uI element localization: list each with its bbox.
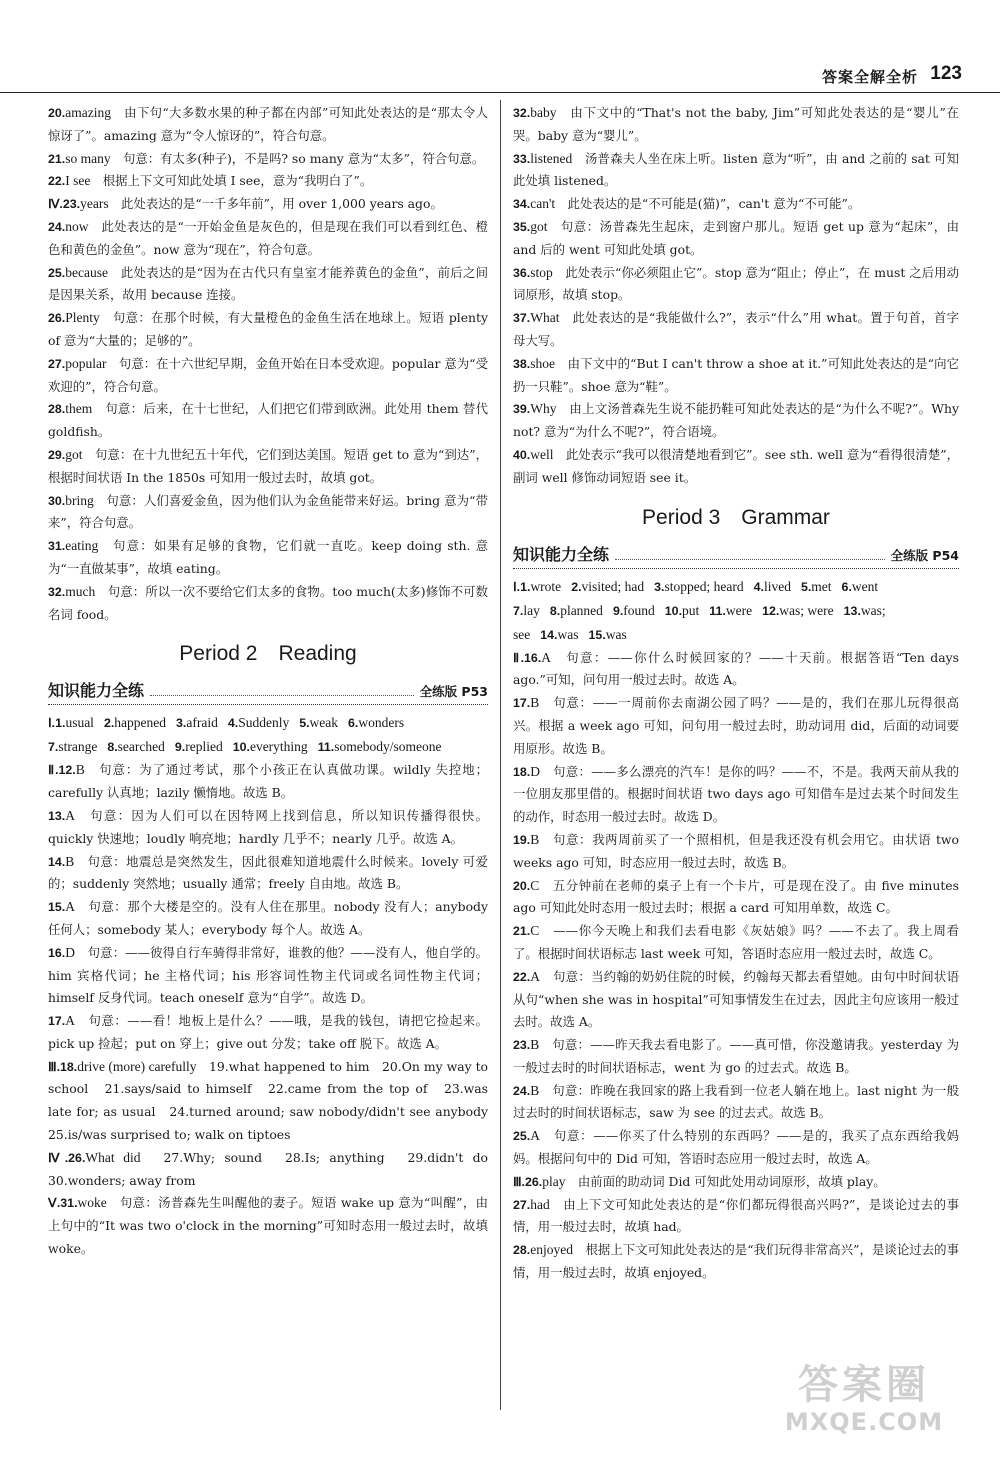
leader-dots bbox=[615, 559, 885, 560]
entry-number: 32. bbox=[48, 584, 66, 599]
item-number: 4. bbox=[753, 579, 764, 594]
entry-explanation: 句意：人们喜爱金鱼，因为他们认为金鱼能带来好运。bring 意为“带来”，符合句意。 bbox=[48, 492, 488, 531]
item-number: 3. bbox=[176, 716, 187, 731]
entry-number: 32. bbox=[513, 106, 531, 120]
entry-answer: because bbox=[65, 264, 108, 280]
entry-explanation: 此处表达的是“不可能是(猫)”，can't 意为“不可能”。 bbox=[555, 196, 861, 212]
item-number: 2. bbox=[571, 579, 582, 594]
item-answer: searched bbox=[117, 739, 165, 755]
entry-number: 13. bbox=[48, 808, 66, 823]
item-answer: happened bbox=[114, 715, 167, 731]
entry-explanation: 19.what happened to him 20.On my way to school 21.says/said to himself 22.came from the top of 23.was late for; as usual 24.turned around; saw nobody/didn't see anybody 25.is/was surprised to; walk on tiptoes bbox=[48, 1058, 501, 1143]
entry-number: 21. bbox=[48, 151, 66, 166]
entry-number: 25. bbox=[48, 265, 66, 280]
answer-entry bbox=[48, 805, 488, 851]
entry-explanation: 此处表示“你必须阻止它”。stop 意为“阻止；停止”，在 must 之后用动词原形，故填 stop。 bbox=[513, 264, 959, 303]
leader-dots bbox=[150, 695, 414, 696]
entry-answer: well bbox=[530, 446, 554, 462]
answer-entry bbox=[48, 262, 488, 308]
entry-number: 24. bbox=[513, 1083, 531, 1098]
entry-answer: had bbox=[530, 1196, 550, 1212]
entry-number: 34. bbox=[513, 197, 531, 212]
item-answer: went bbox=[851, 578, 879, 594]
section-3-title: 知识能力全练 bbox=[513, 544, 610, 564]
entry-number: 27. bbox=[48, 356, 66, 371]
entry-number: 16. bbox=[48, 945, 66, 960]
item-number: 6. bbox=[841, 579, 852, 594]
entry-explanation: 由下句“大多数水果的种子都在内部”可知此处表达的是“那太令人惊讶了”。amazing 意为“令人惊讶的”，符合句意。 bbox=[48, 105, 488, 143]
answer-entry bbox=[48, 759, 488, 805]
item-number: 14. bbox=[540, 627, 558, 642]
entry-answer: B bbox=[75, 762, 85, 778]
item-answer: weak bbox=[309, 715, 339, 731]
entry-answer: so many bbox=[65, 150, 111, 166]
entry-answer: A bbox=[65, 807, 75, 823]
item-answer: lay bbox=[523, 602, 540, 618]
entry-explanation: 句意：——彼得自行车骑得非常好，谁教的他？——没有人，他自学的。him 宾格代词；he 主格代词；his 形容词性物主代词或名词性物主代词；himself 反身代词。teach oneself 意为“自学”。故选 D。 bbox=[48, 944, 488, 1006]
right-entries-b bbox=[513, 647, 959, 1285]
answer-row bbox=[513, 599, 959, 623]
entry-explanation: 句意：昨晚在我回家的路上我看到一位老人躺在地上。last night 为一般过去时的时间状语标志，saw 为 see 的过去式。故选 B。 bbox=[513, 1082, 959, 1121]
answer-entry bbox=[513, 1171, 959, 1194]
section-3-tag: 全练版 P54 bbox=[890, 547, 959, 563]
entry-number: 38. bbox=[513, 356, 531, 371]
entry-answer: can't bbox=[530, 196, 556, 212]
entry-answer: A bbox=[530, 968, 540, 984]
entry-explanation: 句意：——多么漂亮的汽车！是你的吗？——不，不是。我两天前从我的一位朋友那里借的。根据时间状语 two days ago 可知借车是过去某个时间发生的动作，时态用一般过去时。故选 D。 bbox=[513, 763, 959, 825]
entry-number: 18. bbox=[513, 764, 531, 779]
entry-explanation: 句意：在那个时候，有大量橙色的金鱼生活在地球上。短语 plenty of 意为“大量的；足够的”。 bbox=[48, 310, 488, 348]
item-number: 9. bbox=[174, 740, 186, 755]
entry-number: Ⅲ.26. bbox=[513, 1174, 543, 1189]
entry-explanation: 句意：——看！地板上是什么？——哦，是我的钱包，请把它捡起来。pick up 捡起；put on 穿上；give out 分发；take off 脱下。故选 A。 bbox=[48, 1013, 488, 1051]
entry-answer: What bbox=[530, 310, 560, 326]
entry-number: 25. bbox=[513, 1129, 531, 1144]
answer-entry bbox=[48, 170, 488, 193]
entry-answer: Plenty bbox=[65, 310, 100, 326]
entry-answer: A bbox=[541, 649, 551, 665]
item-answer: was; bbox=[860, 602, 886, 618]
entry-explanation: 此处表达的是“我能做什么?”，表示“什么”用 what。置于句首，首字母大写。 bbox=[513, 310, 959, 348]
item-answer: stopped; heard bbox=[664, 578, 744, 594]
item-answer: were bbox=[725, 602, 753, 618]
page-number: 123 bbox=[930, 63, 962, 84]
item-answer: was bbox=[557, 626, 579, 642]
answer-entry bbox=[513, 444, 959, 490]
column-divider bbox=[500, 100, 501, 1410]
item-number: 10. bbox=[232, 740, 250, 755]
item-answer: visited; had bbox=[581, 578, 645, 594]
entry-number: 36. bbox=[513, 265, 531, 280]
answer-entry bbox=[513, 966, 959, 1034]
entry-answer: C bbox=[530, 923, 540, 939]
item-number: 4. bbox=[227, 716, 239, 731]
entry-answer: I see bbox=[65, 173, 91, 189]
entry-number: 26. bbox=[48, 311, 66, 326]
entry-number: 17. bbox=[48, 1014, 66, 1029]
entry-explanation: 五分钟前在老师的桌子上有一个卡片，可是现在没了。由 five minutes ago 可知此处时态用一般过去时；根据 a card 可知用单数，故选 C。 bbox=[513, 877, 959, 916]
item-number: 8. bbox=[107, 740, 118, 755]
entry-answer: C bbox=[530, 877, 540, 893]
watermark-text: 答案圈 bbox=[798, 1362, 930, 1408]
section-3-heading bbox=[513, 542, 959, 569]
watermark-logo bbox=[754, 1363, 974, 1443]
answer-entry bbox=[48, 102, 488, 148]
header-rule bbox=[0, 92, 1000, 93]
entry-number: 31. bbox=[48, 539, 66, 554]
item-answer: found bbox=[623, 602, 655, 618]
left-answer-rows bbox=[48, 711, 488, 759]
item-number: 11. bbox=[709, 603, 726, 618]
item-number: 3. bbox=[654, 579, 665, 594]
entry-explanation: 句意：在十六世纪早期，金鱼开始在日本受欢迎。popular 意为“受欢迎的”，符合句意。 bbox=[48, 355, 488, 394]
entry-explanation: 句意：在十九世纪五十年代，它们到达美国。短语 get to 意为“到达”，根据时间状语 In the 1850s 可知用一般过去时，故填 got。 bbox=[48, 446, 488, 485]
entry-explanation: ——你今天晚上和我们去看电影《灰姑娘》吗？——不去了。我上周看了。根据时间状语标志 last week 可知，答语时态应用一般过去时，故选 C。 bbox=[513, 923, 959, 961]
entry-number: 37. bbox=[513, 311, 531, 326]
entry-answer: A bbox=[530, 1128, 540, 1144]
watermark-url: MXQE.COM bbox=[784, 1408, 944, 1436]
entry-answer: enjoyed bbox=[530, 1242, 573, 1258]
item-answer: afraid bbox=[186, 715, 218, 731]
entry-answer: play bbox=[542, 1173, 566, 1189]
item-answer: was; were bbox=[779, 602, 834, 618]
entry-number: 40. bbox=[513, 447, 531, 462]
section-2-title: 知识能力全练 bbox=[48, 681, 145, 701]
answer-entry bbox=[48, 1056, 501, 1147]
answer-entry bbox=[513, 692, 959, 760]
answer-entry bbox=[513, 353, 959, 399]
answer-entry bbox=[513, 1080, 959, 1126]
item-number: 7. bbox=[48, 740, 59, 755]
entry-number: 30. bbox=[48, 493, 66, 508]
answer-entry bbox=[48, 1010, 488, 1056]
answer-entry bbox=[48, 216, 488, 262]
item-number: 15. bbox=[588, 627, 606, 642]
entry-explanation: 此处表达的是“一开始金鱼是灰色的，但是现在我们可以看到红色、橙色和黄色的金鱼”。now 意为“现在”，符合句意。 bbox=[48, 218, 488, 257]
entry-answer: stop bbox=[530, 264, 553, 280]
answer-entry bbox=[513, 398, 959, 444]
entry-explanation: 27.Why; sound 28.Is; anything 29.didn't do 30.wonders; away from bbox=[48, 1149, 501, 1188]
right-answer-rows bbox=[513, 575, 959, 647]
item-answer: everything bbox=[249, 739, 308, 755]
entry-explanation: 句意：——一周前你去南湖公园了吗？——是的，我们在那儿玩得很高兴。根据 a week ago 可知，问句用一般过去时，助动词用 did，后面的动词要用原形。故选 B。 bbox=[513, 695, 959, 756]
entry-number: Ⅳ.26. bbox=[48, 1150, 86, 1165]
answer-entry bbox=[48, 490, 488, 536]
item-number: 13. bbox=[843, 603, 861, 618]
entry-explanation: 由下文中的“But I can't throw a shoe at it.”可知此处表达的是“向它扔一只鞋”。shoe 意为“鞋”。 bbox=[513, 355, 959, 394]
entry-answer: much bbox=[65, 583, 96, 599]
entry-number: 35. bbox=[513, 219, 531, 234]
item-number: 9. bbox=[612, 603, 624, 618]
item-answer: met bbox=[811, 578, 832, 594]
item-answer: lived bbox=[763, 578, 791, 594]
entry-explanation: 句意：后来，在十七世纪，人们把它们带到欧洲。此处用 them 替代 goldfish。 bbox=[48, 401, 488, 440]
item-number: 2. bbox=[103, 716, 115, 731]
entry-answer: B bbox=[530, 1082, 540, 1098]
answer-entry bbox=[48, 581, 488, 627]
answer-entry bbox=[48, 193, 488, 216]
entry-explanation: 句意：我两周前买了一个照相机，但是我还没有机会用它。由状语 two weeks ago 可知，时态应用一般过去时，故选 B。 bbox=[513, 831, 959, 870]
answer-entry bbox=[513, 307, 959, 353]
entry-explanation: 句意：地震总是突然发生，因此很难知道地震什么时候来。lovely 可爱的；suddenly 突然地；usually 通常；freely 自由地。故选 B。 bbox=[48, 853, 488, 892]
entry-explanation: 句意：因为人们可以在因特网上找到信息，所以知识传播得很快。quickly 快速地；loudly 响亮地；hardly 几乎不；nearly 几乎。故选 A。 bbox=[48, 807, 488, 846]
entry-explanation: 根据上下文可知此处表达的是“我们玩得非常高兴”，是谈论过去的事情，用一般过去时，故填 enjoyed。 bbox=[513, 1242, 959, 1281]
item-answer: put bbox=[682, 602, 700, 618]
entry-number: 20. bbox=[48, 106, 66, 120]
header-title: 答案全解全析 bbox=[821, 68, 918, 86]
answer-entry bbox=[48, 896, 488, 942]
answer-entry bbox=[513, 1034, 959, 1080]
entry-answer: B bbox=[530, 1037, 540, 1053]
entry-number: 27. bbox=[513, 1197, 531, 1212]
entry-answer: them bbox=[65, 401, 93, 417]
entry-answer: B bbox=[65, 853, 75, 869]
entry-number: 39. bbox=[513, 402, 531, 417]
entry-number: 23. bbox=[513, 1038, 531, 1053]
entry-explanation: 句意：——你买了什么特别的东西吗？——是的，我买了点东西给我妈妈。根据问句中的 Did 可知，答语时态应用一般过去时，故选 A。 bbox=[513, 1128, 959, 1167]
item-number: 5. bbox=[299, 716, 310, 731]
answer-entry bbox=[513, 1194, 959, 1240]
answer-row bbox=[48, 711, 488, 735]
answer-entry bbox=[513, 829, 959, 875]
entry-answer: Why bbox=[530, 401, 557, 417]
answer-entry bbox=[513, 216, 959, 262]
entry-number: Ⅴ.31. bbox=[48, 1196, 78, 1211]
entry-number: Ⅱ.12. bbox=[48, 763, 76, 778]
entry-answer: popular bbox=[65, 355, 107, 371]
entry-explanation: 句意：为了通过考试，那个小孩正在认真做功课。wildly 失控地；carefully 认真地；lazily 懒惰地。故选 B。 bbox=[48, 762, 488, 801]
entry-number: 22. bbox=[48, 174, 66, 189]
item-number: 10. bbox=[664, 603, 683, 618]
right-column bbox=[513, 102, 959, 1285]
entry-explanation: 由下文中的“That's not the baby, Jim”可知此处表达的是“婴儿”在哭。baby 意为“婴儿”。 bbox=[513, 105, 959, 143]
entry-explanation: 此处表达的是“因为在古代只有皇室才能养黄色的金鱼”，前后之间是因果关系，故用 because 连接。 bbox=[48, 264, 488, 303]
entry-answer: years bbox=[80, 196, 109, 212]
entry-answer: eating bbox=[65, 538, 99, 554]
answer-entry bbox=[513, 102, 959, 148]
item-number: 7. bbox=[513, 603, 524, 618]
entry-explanation: 句意：——昨天我去看电影了。——真可惜，你没邀请我。yesterday 为一般过去时的时间状语标志，went 为 go 的过去式。故选 B。 bbox=[513, 1037, 959, 1075]
answer-row bbox=[48, 735, 488, 759]
entry-number: 28. bbox=[48, 402, 66, 417]
item-number: 12. bbox=[762, 603, 780, 618]
entry-answer: now bbox=[65, 218, 89, 234]
answer-entry bbox=[513, 1239, 959, 1285]
entry-explanation: 此处表达的是“一千多年前”，用 over 1,000 years ago。 bbox=[108, 196, 443, 212]
entry-number: Ⅲ.18. bbox=[48, 1059, 78, 1074]
entry-number: 33. bbox=[513, 151, 531, 166]
item-answer: strange bbox=[58, 739, 98, 755]
item-number: Ⅰ.1. bbox=[513, 579, 531, 594]
item-answer: wrote bbox=[530, 578, 562, 594]
item-number: 11. bbox=[317, 740, 335, 755]
answer-entry bbox=[48, 1192, 488, 1260]
left-entries-a bbox=[48, 102, 488, 626]
entry-answer: B bbox=[530, 695, 540, 711]
entry-explanation: 句意：汤普森先生叫醒他的妻子。短语 wake up 意为“叫醒”，由上句中的“It was two o'clock in the morning”可知时态用一般过去时，故填 woke。 bbox=[48, 1195, 488, 1257]
item-number: 6. bbox=[348, 716, 359, 731]
entry-answer: drive (more) carefully bbox=[77, 1058, 197, 1074]
answer-entry bbox=[48, 851, 488, 897]
entry-explanation: 由上文汤普森先生说不能扔鞋可知此处表达的是“为什么不呢?”。Why not? 意为“为什么不呢?”，符合语境。 bbox=[513, 401, 959, 440]
entry-answer: A bbox=[65, 899, 75, 915]
entry-explanation: 此处表示“我可以很清楚地看到它”。see sth. well 意为“看得很清楚”，副词 well 修饰动词短语 see it。 bbox=[513, 446, 959, 485]
right-entries-a bbox=[513, 102, 959, 490]
answer-entry bbox=[48, 148, 488, 171]
entry-explanation: 句意：那个大楼是空的。没有人住在那里。nobody 没有人；anybody 任何人；somebody 某人；everybody 每个人。故选 A。 bbox=[48, 899, 488, 937]
item-number: 5. bbox=[800, 579, 812, 594]
entry-number: 19. bbox=[513, 832, 531, 847]
left-entries-b bbox=[48, 759, 501, 1261]
entry-number: 14. bbox=[48, 854, 66, 869]
entry-number: Ⅱ.16. bbox=[513, 650, 542, 665]
answer-entry bbox=[513, 761, 959, 829]
answer-row bbox=[513, 623, 959, 647]
answer-entry bbox=[48, 398, 488, 444]
answer-entry bbox=[48, 1147, 501, 1193]
entry-explanation: 由前面的助动词 Did 可知此处用动词原形，故填 play。 bbox=[565, 1173, 886, 1189]
period-2-title: Period 2 Reading bbox=[179, 642, 357, 666]
answer-entry bbox=[48, 535, 488, 581]
item-answer: was bbox=[605, 626, 627, 642]
entry-answer: shoe bbox=[530, 355, 555, 371]
item-answer: usual bbox=[65, 715, 94, 731]
entry-explanation: 句意：如果有足够的食物，它们就一直吃。keep doing sth. 意为“一直做某事”，故填 eating。 bbox=[48, 538, 488, 576]
section-2-tag: 全练版 P53 bbox=[419, 684, 488, 700]
item-answer: see bbox=[513, 626, 531, 642]
entry-answer: A bbox=[65, 1013, 75, 1029]
item-answer: wonders bbox=[358, 715, 405, 731]
entry-number: 17. bbox=[513, 696, 531, 711]
entry-answer: D bbox=[65, 944, 75, 960]
entry-explanation: 句意：当约翰的奶奶住院的时候，约翰每天都去看望她。由句中时间状语从句“when she was in hospital”可知事情发生在过去，因此主句应该用一般过去时。故选 A。 bbox=[513, 968, 959, 1030]
answer-entry bbox=[513, 193, 959, 216]
entry-answer: got bbox=[530, 218, 548, 234]
entry-explanation: 句意：有太多(种子)，不是吗? so many 意为“太多”，符合句意。 bbox=[110, 150, 485, 166]
entry-answer: baby bbox=[530, 105, 557, 120]
entry-answer: bring bbox=[65, 492, 94, 508]
entry-number: 29. bbox=[48, 447, 66, 462]
entry-explanation: 汤普森夫人坐在床上听。listen 意为“听”，由 and 之前的 sat 可知此处填 listened。 bbox=[513, 150, 959, 189]
answer-entry bbox=[513, 262, 959, 308]
entry-number: Ⅳ.23. bbox=[48, 197, 81, 212]
answer-row bbox=[513, 575, 959, 599]
entry-number: 24. bbox=[48, 219, 66, 234]
entry-answer: listened bbox=[530, 150, 573, 166]
answer-entry bbox=[513, 920, 959, 966]
entry-number: 15. bbox=[48, 900, 66, 915]
item-answer: Suddenly bbox=[238, 715, 290, 731]
entry-explanation: 根据上下文可知此处填 I see，意为“我明白了”。 bbox=[90, 173, 373, 189]
answer-entry bbox=[513, 1125, 959, 1171]
answer-entry bbox=[48, 444, 488, 490]
entry-explanation: 句意：所以一次不要给它们太多的食物。too much(太多)修饰不可数名词 food。 bbox=[48, 583, 488, 622]
entry-answer: amazing bbox=[65, 105, 111, 120]
item-number: 8. bbox=[549, 603, 561, 618]
entry-number: 28. bbox=[513, 1243, 531, 1258]
entry-number: 21. bbox=[513, 924, 531, 939]
answer-entry bbox=[48, 307, 488, 353]
entry-number: 20. bbox=[513, 878, 531, 893]
item-answer: replied bbox=[185, 739, 223, 755]
entry-answer: D bbox=[530, 763, 540, 779]
item-answer: somebody/someone bbox=[334, 739, 442, 755]
entry-answer: woke bbox=[77, 1195, 107, 1211]
item-number: Ⅰ.1. bbox=[48, 716, 66, 731]
entry-explanation: 句意：汤普森先生起床，走到窗户那儿。短语 get up 意为“起床”，由 and 后的 went 可知此处填 got。 bbox=[513, 218, 959, 257]
entry-answer: B bbox=[530, 831, 540, 847]
section-2-heading bbox=[48, 678, 488, 705]
answer-entry bbox=[513, 647, 959, 693]
period-3-title: Period 3 Grammar bbox=[642, 505, 830, 529]
answer-entry bbox=[513, 148, 959, 194]
answer-entry bbox=[48, 353, 488, 399]
left-column bbox=[48, 102, 501, 1261]
entry-answer: got bbox=[65, 446, 83, 462]
answer-entry bbox=[513, 875, 959, 921]
entry-number: 22. bbox=[513, 969, 531, 984]
entry-explanation: 句意：——你什么时候回家的？——十天前。根据答语“Ten days ago.”可知，问句用一般过去时。故选 A。 bbox=[513, 649, 959, 688]
answer-entry bbox=[48, 942, 488, 1010]
item-answer: planned bbox=[560, 602, 603, 618]
entry-explanation: 由上下文可知此处表达的是“你们都玩得很高兴吗?”，是谈论过去的事情，用一般过去时，故填 had。 bbox=[513, 1196, 959, 1235]
entry-answer: What did bbox=[85, 1149, 141, 1165]
